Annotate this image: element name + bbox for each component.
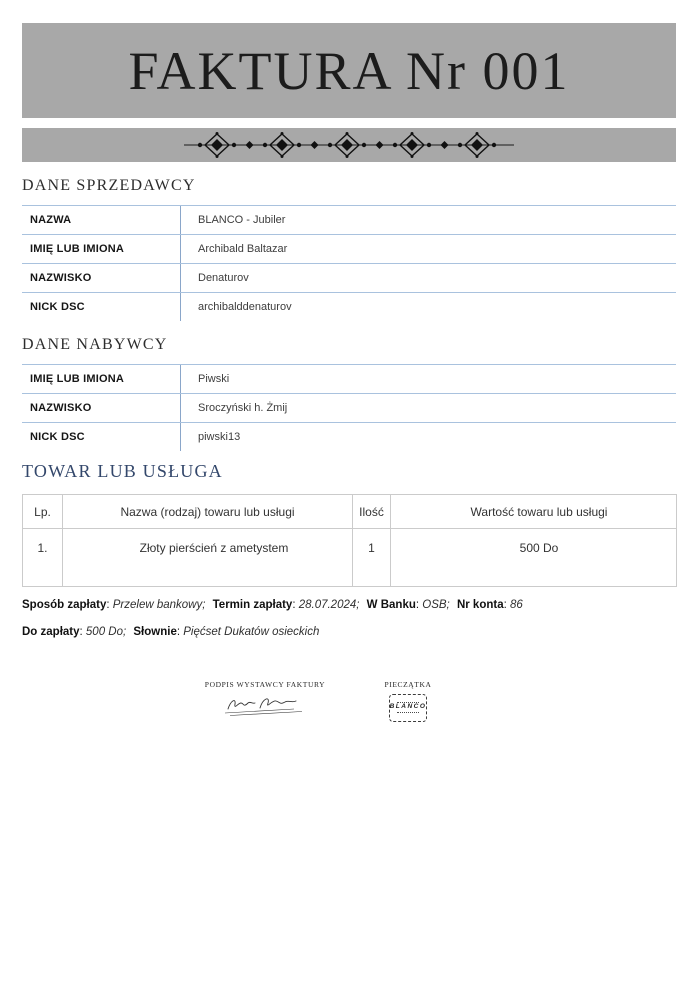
handwritten-signature — [222, 694, 308, 720]
payment-label: Do zapłaty — [22, 625, 80, 638]
separator: : — [415, 599, 423, 611]
buyer-section-heading: DANE NABYWCY — [22, 336, 168, 353]
field-label: IMIĘ LUB IMIONA — [30, 373, 125, 385]
field-label: NICK DSC — [30, 301, 85, 313]
seller-table — [22, 205, 676, 321]
payment-value: OSB; — [422, 599, 450, 611]
stamp-company-name: BLANCO — [389, 703, 427, 711]
floral-divider-ornament — [184, 131, 514, 159]
column-header-name: Nazwa (rodzaj) towaru lub usługi — [63, 495, 353, 529]
signature-area — [22, 680, 676, 750]
table-row — [22, 264, 676, 293]
item-lp: 1. — [23, 529, 63, 587]
buyer-table — [22, 364, 676, 451]
table-row — [22, 206, 676, 235]
table-row — [22, 423, 676, 451]
field-label: NICK DSC — [30, 431, 85, 443]
item-qty: 1 — [353, 529, 391, 587]
items-table — [22, 494, 677, 587]
payment-value: 500 Do; — [85, 625, 127, 638]
payment-value: Przelew bankowy; — [112, 599, 206, 611]
payment-terms-line — [22, 599, 676, 613]
field-value: Piwski — [180, 365, 676, 393]
payment-label: Termin zapłaty — [212, 599, 293, 611]
signature-label: PODPIS WYSTAWCY FAKTURY — [204, 679, 326, 689]
separator: : — [79, 625, 86, 638]
field-value: Archibald Baltazar — [180, 235, 676, 263]
invoice-title-band — [22, 23, 676, 118]
stamp-decoration — [397, 712, 419, 713]
table-row — [22, 394, 676, 423]
payment-label: Słownie — [133, 625, 177, 638]
column-header-value: Wartość towaru lub usługi — [391, 495, 677, 529]
field-value: piwski13 — [180, 423, 676, 451]
field-value: BLANCO - Jubiler — [180, 206, 676, 234]
payment-label: W Banku — [366, 599, 416, 611]
payment-value: 28.07.2024; — [298, 599, 360, 611]
field-value: archibalddenaturov — [180, 293, 676, 321]
seller-section-heading: DANE SPRZEDAWCY — [22, 177, 196, 194]
field-value: Denaturov — [180, 264, 676, 292]
ornament-band — [22, 128, 676, 162]
column-header-qty: Ilość — [353, 495, 391, 529]
field-label: IMIĘ LUB IMIONA — [30, 243, 125, 255]
field-value: Sroczyński h. Żmij — [180, 394, 676, 422]
payment-label: Sposób zapłaty — [22, 599, 107, 611]
item-name: Złoty pierścień z ametystem — [63, 529, 353, 587]
stamp-label: PIECZĄTKA — [384, 679, 432, 689]
field-label: NAZWISKO — [30, 402, 92, 414]
field-label: NAZWA — [30, 214, 72, 226]
items-header-row — [23, 495, 677, 529]
payment-value: Pięćset Dukatów osieckich — [183, 625, 320, 638]
items-data-row — [23, 529, 677, 587]
separator: : — [106, 599, 113, 611]
payment-label: Nr konta — [456, 599, 504, 611]
page-title: FAKTURA Nr 001 — [128, 40, 570, 101]
separator: : — [292, 599, 299, 611]
separator: : — [176, 625, 184, 638]
table-row — [22, 365, 676, 394]
items-section-heading: TOWAR LUB USŁUGA — [22, 461, 223, 481]
separator: : — [503, 599, 510, 611]
payment-amount-line — [22, 626, 676, 640]
item-value: 500 Do — [391, 529, 677, 587]
table-row — [22, 293, 676, 321]
table-row — [22, 235, 676, 264]
signature-block — [165, 680, 365, 720]
stamp-block — [368, 680, 448, 722]
column-header-lp: Lp. — [23, 495, 63, 529]
field-label: NAZWISKO — [30, 272, 92, 284]
company-stamp — [389, 694, 427, 722]
payment-value: 86 — [510, 599, 523, 611]
